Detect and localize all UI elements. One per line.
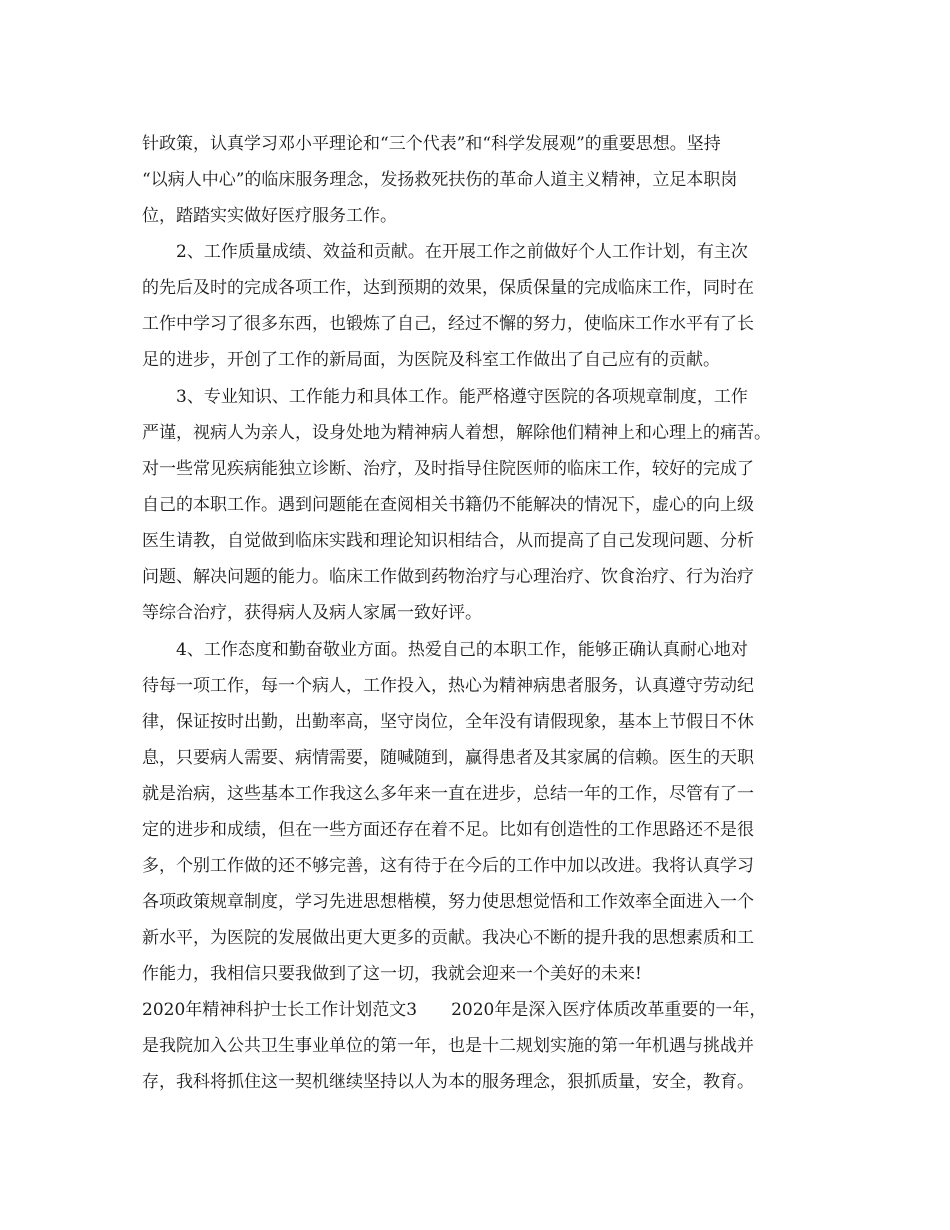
text-line: 足的进步，开创了工作的新局面，为医院及科室工作做出了自己应有的贡献。 (142, 350, 720, 370)
text-line: 各项政策规章制度，学习先进思想楷模，努力使思想觉悟和工作效率全面进入一个 (142, 892, 754, 912)
text-line: 就是治病，这些基本工作我这么多年来一直在进步，总结一年的工作，尽管有了一 (142, 784, 754, 804)
text-line: 作能力，我相信只要我做到了这一切，我就会迎来一个美好的未来! (142, 964, 642, 984)
text-line: 定的进步和成绩，但在一些方面还存在着不足。比如有创造性的工作思路还不是很 (142, 820, 754, 840)
text-line: 位，踏踏实实做好医疗服务工作。 (142, 206, 397, 226)
text-line: 问题、解决问题的能力。临床工作做到药物治疗与心理治疗、饮食治疗、行为治疗 (142, 567, 754, 587)
text-line: 3、专业知识、工作能力和具体工作。能严格遵守医院的各项规章制度，工作 (176, 387, 748, 407)
text-line: 对一些常见疾病能独立诊断、治疗，及时指导住院医师的临床工作，较好的完成了 (142, 459, 754, 479)
text-line: 2020年精神科护士长工作计划范文3 2020年是深入医疗体质改革重要的一年， (142, 1000, 767, 1020)
text-line: 严谨，视病人为亲人，设身处地为精神病人着想，解除他们精神上和心理上的痛苦。 (142, 423, 771, 443)
text-line: 等综合治疗，获得病人及病人家属一致好评。 (142, 603, 482, 623)
text-line: 的先后及时的完成各项工作，达到预期的效果，保质保量的完成临床工作，同时在 (142, 278, 754, 298)
text-line: 4、工作态度和勤奋敬业方面。热爱自己的本职工作，能够正确认真耐心地对 (176, 640, 748, 660)
text-line: 新水平，为医院的发展做出更大更多的贡献。我决心不断的提升我的思想素质和工 (142, 928, 754, 948)
text-line: 息，只要病人需要、病情需要，随喊随到，赢得患者及其家属的信赖。医生的天职 (142, 748, 754, 768)
text-line: 是我院加入公共卫生事业单位的第一年，也是十二规划实施的第一年机遇与挑战并 (142, 1036, 754, 1056)
text-line: 多，个别工作做的还不够完善，这有待于在今后的工作中加以改进。我将认真学习 (142, 856, 754, 876)
text-line: 医生请教，自觉做到临床实践和理论知识相结合，从而提高了自己发现问题、分析 (142, 531, 754, 551)
text-line: 2、工作质量成绩、效益和贡献。在开展工作之前做好个人工作计划，有主次 (176, 242, 748, 262)
text-line: 律，保证按时出勤，出勤率高，坚守岗位，全年没有请假现象，基本上节假日不休 (142, 712, 754, 732)
text-line: 存，我科将抓住这一契机继续坚持以人为本的服务理念，狠抓质量，安全，教育。 (142, 1072, 754, 1092)
text-line: 工作中学习了很多东西，也锻炼了自己，经过不懈的努力，使临床工作水平有了长 (142, 314, 754, 334)
text-line: 自己的本职工作。遇到问题能在查阅相关书籍仍不能解决的情况下，虚心的向上级 (142, 495, 754, 515)
text-line: “以病人中心”的临床服务理念，发扬救死扶伤的革命人道主义精神，立足本职岗 (142, 170, 738, 190)
text-line: 待每一项工作，每一个病人，工作投入，热心为精神病患者服务，认真遵守劳动纪 (142, 676, 754, 696)
text-line: 针政策，认真学习邓小平理论和“三个代表”和“科学发展观”的重要思想。坚持 (142, 134, 721, 154)
